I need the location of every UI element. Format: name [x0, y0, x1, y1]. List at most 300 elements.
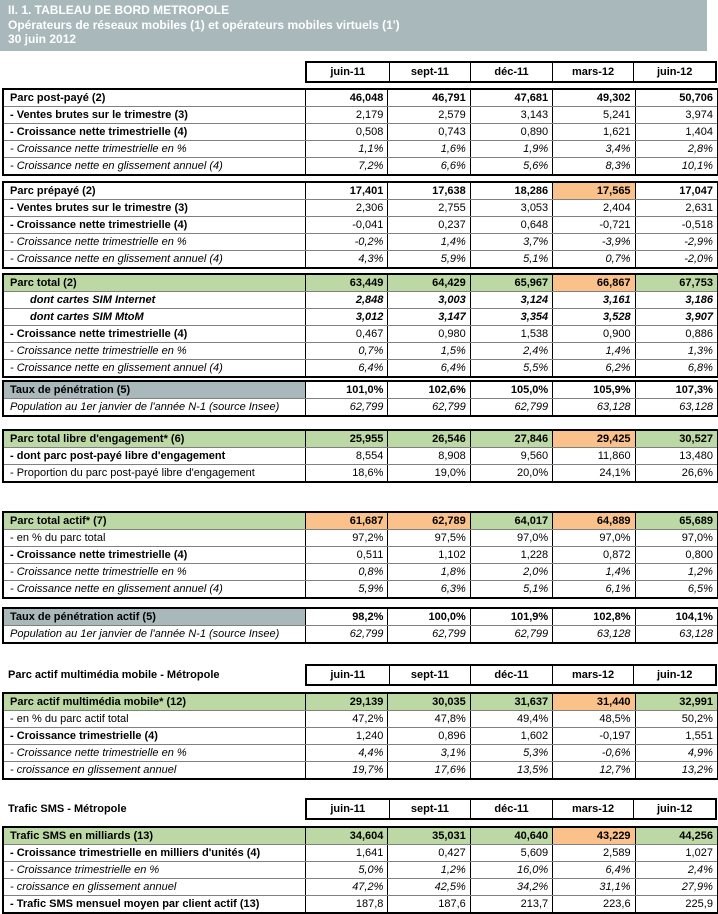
value-cell: 1,3% — [635, 343, 717, 359]
value-cell: 3,147 — [387, 309, 469, 325]
period-column-header: juin-11 — [330, 802, 366, 815]
value-cell: 3,003 — [387, 292, 469, 308]
value-cell: 3,974 — [635, 107, 717, 123]
value-cell: 64,889 — [552, 513, 634, 529]
value-cell: 1,602 — [470, 728, 552, 744]
value-cell: 27,9% — [635, 879, 717, 895]
table-parc-actif-multimedia — [2, 692, 718, 780]
value-cell: 0,237 — [387, 217, 469, 233]
period-column-header: juin-11 — [330, 668, 366, 681]
value-cell: -2,0% — [635, 251, 717, 267]
period-column-header: juin-12 — [633, 800, 715, 818]
value-cell: 1,5% — [387, 343, 469, 359]
value-cell: 2,404 — [552, 200, 634, 216]
table-row — [4, 325, 717, 342]
value-cell: 102,6% — [387, 382, 469, 398]
value-cell: 62,799 — [305, 399, 387, 415]
value-cell: 2,179 — [305, 107, 387, 123]
value-cell: 6,6% — [387, 158, 469, 174]
value-cell: 26,6% — [635, 465, 717, 481]
row-label: - Croissance trimestrielle (4) — [10, 729, 158, 742]
value-cell: -0,518 — [635, 217, 717, 233]
value-cell: 62,789 — [387, 513, 469, 529]
table-row — [4, 625, 717, 642]
value-cell: 4,9% — [635, 745, 717, 761]
value-cell: 63,128 — [552, 399, 634, 415]
value-cell: 10,1% — [635, 158, 717, 174]
value-cell: 20,0% — [470, 465, 552, 481]
table-row — [4, 291, 717, 308]
value-cell: 97,0% — [470, 530, 552, 546]
value-cell: 213,7 — [470, 896, 552, 912]
period-column-header: déc-11 — [470, 800, 552, 818]
value-cell: 65,689 — [635, 513, 717, 529]
row-label: - Croissance trimestrielle en milliers d'unités (4) — [10, 846, 261, 859]
table-row — [4, 398, 717, 415]
value-cell: 46,048 — [305, 90, 387, 106]
value-cell: 8,554 — [305, 448, 387, 464]
value-cell: 97,0% — [552, 530, 634, 546]
value-cell: -0,721 — [552, 217, 634, 233]
table-row — [4, 157, 717, 174]
value-cell: 97,2% — [305, 530, 387, 546]
value-cell: 225,9 — [635, 896, 717, 912]
value-cell: 11,860 — [552, 448, 634, 464]
value-cell: 1,6% — [387, 141, 469, 157]
value-cell: 2,8% — [635, 141, 717, 157]
row-label: dont cartes SIM MtoM — [30, 310, 144, 323]
value-cell: 1,4% — [552, 564, 634, 580]
value-cell: 4,3% — [305, 251, 387, 267]
value-cell: 62,799 — [387, 626, 469, 642]
value-cell: 105,0% — [470, 382, 552, 398]
value-cell: 3,1% — [387, 745, 469, 761]
value-cell: -0,041 — [305, 217, 387, 233]
value-cell: 0,648 — [470, 217, 552, 233]
period-column-header: déc-11 — [470, 63, 552, 81]
value-cell: 0,896 — [387, 728, 469, 744]
table-row — [4, 106, 717, 123]
row-label: Population au 1er janvier de l'année N-1 (source Insee) — [10, 627, 280, 640]
period-column-header: mars-12 — [552, 63, 634, 81]
value-cell: 0,427 — [387, 845, 469, 861]
value-cell: 47,681 — [470, 90, 552, 106]
table-row — [4, 382, 717, 398]
row-label: - Croissance nette trimestrielle (4) — [10, 218, 188, 231]
value-cell: 8,3% — [552, 158, 634, 174]
table-parc-post-paye — [2, 88, 718, 176]
value-cell: 61,687 — [305, 513, 387, 529]
value-cell: 26,546 — [387, 431, 469, 447]
value-cell: 12,7% — [552, 762, 634, 778]
table-row — [4, 233, 717, 250]
value-cell: 50,2% — [635, 711, 717, 727]
table-row — [4, 878, 717, 895]
value-cell: 1,4% — [552, 343, 634, 359]
value-cell: 2,755 — [387, 200, 469, 216]
table-row — [4, 513, 717, 529]
value-cell: 5,609 — [470, 845, 552, 861]
value-cell: 30,035 — [387, 694, 469, 710]
value-cell: 24,1% — [552, 465, 634, 481]
value-cell: 1,551 — [635, 728, 717, 744]
table-row — [4, 609, 717, 625]
value-cell: 5,1% — [470, 251, 552, 267]
value-cell: 1,641 — [305, 845, 387, 861]
value-cell: 4,4% — [305, 745, 387, 761]
value-cell: 6,4% — [305, 360, 387, 376]
period-column-header: mars-12 — [552, 666, 634, 684]
value-cell: 0,7% — [305, 343, 387, 359]
row-label: - Croissance nette trimestrielle (4) — [10, 327, 188, 340]
value-cell: 101,0% — [305, 382, 387, 398]
row-label: dont cartes SIM Internet — [30, 293, 156, 306]
value-cell: 46,791 — [387, 90, 469, 106]
value-cell: 3,143 — [470, 107, 552, 123]
value-cell: 2,4% — [635, 862, 717, 878]
value-cell: 0,980 — [387, 326, 469, 342]
row-label: - croissance en glissement annuel — [10, 763, 177, 776]
period-column-header: sept-11 — [389, 63, 471, 81]
value-cell: -0,6% — [552, 745, 634, 761]
value-cell: 5,9% — [305, 581, 387, 597]
value-cell: 2,631 — [635, 200, 717, 216]
period-header-strip — [305, 664, 717, 686]
value-cell: 2,306 — [305, 200, 387, 216]
value-cell: 42,5% — [387, 879, 469, 895]
table-taux-penetration-actif — [2, 607, 718, 644]
value-cell: -3,9% — [552, 234, 634, 250]
row-label: - croissance en glissement annuel — [10, 880, 177, 893]
period-column-header: juin-12 — [633, 666, 715, 684]
value-cell: 62,799 — [305, 626, 387, 642]
table-row — [4, 580, 717, 597]
value-cell: 3,186 — [635, 292, 717, 308]
value-cell: 1,621 — [552, 124, 634, 140]
value-cell: 35,031 — [387, 828, 469, 844]
value-cell: 104,1% — [635, 609, 717, 625]
value-cell: 5,1% — [470, 581, 552, 597]
table-parc-total — [2, 273, 718, 378]
table-row — [4, 447, 717, 464]
value-cell: 17,401 — [305, 183, 387, 199]
value-cell: 47,2% — [305, 879, 387, 895]
table-row — [4, 342, 717, 359]
value-cell: 47,8% — [387, 711, 469, 727]
value-cell: 64,429 — [387, 275, 469, 291]
value-cell: 3,012 — [305, 309, 387, 325]
row-label: Trafic SMS en milliards (13) — [4, 828, 305, 844]
multimedia-section-title: Parc actif multimédia mobile - Métropole — [8, 668, 220, 681]
value-cell: 18,6% — [305, 465, 387, 481]
value-cell: 16,0% — [470, 862, 552, 878]
value-cell: 63,449 — [305, 275, 387, 291]
value-cell: 50,706 — [635, 90, 717, 106]
row-label: Parc actif multimédia mobile* (12) — [4, 694, 305, 710]
row-label: Taux de pénétration actif (5) — [4, 609, 305, 625]
period-header-strip — [305, 798, 717, 820]
row-label: - dont parc post-payé libre d'engagement — [10, 449, 226, 462]
value-cell: 2,4% — [470, 343, 552, 359]
value-cell: 6,3% — [387, 581, 469, 597]
value-cell: 5,0% — [305, 862, 387, 878]
value-cell: 2,848 — [305, 292, 387, 308]
value-cell: 100,0% — [387, 609, 469, 625]
table-row — [4, 727, 717, 744]
value-cell: 187,8 — [305, 896, 387, 912]
value-cell: 18,286 — [470, 183, 552, 199]
table-row — [4, 844, 717, 861]
value-cell: 67,753 — [635, 275, 717, 291]
row-label: Population au 1er janvier de l'année N-1 (source Insee) — [10, 400, 280, 413]
row-label: - Ventes brutes sur le trimestre (3) — [10, 108, 188, 121]
row-label: - Croissance nette trimestrielle (4) — [10, 548, 188, 561]
period-column-header: juin-12 — [633, 63, 715, 81]
row-label: - Croissance nette en glissement annuel (4) — [10, 582, 223, 595]
sms-section-title: Trafic SMS - Métropole — [8, 802, 127, 815]
value-cell: 63,128 — [635, 626, 717, 642]
row-label: Taux de pénétration (5) — [4, 382, 305, 398]
value-cell: 49,4% — [470, 711, 552, 727]
row-label: - Proportion du parc post-payé libre d'engagement — [10, 466, 255, 479]
table-row — [4, 563, 717, 580]
value-cell: 97,0% — [635, 530, 717, 546]
value-cell: 3,354 — [470, 309, 552, 325]
value-cell: 2,0% — [470, 564, 552, 580]
multimedia-section-header — [2, 664, 718, 686]
row-label: - Croissance nette trimestrielle en % — [10, 235, 187, 248]
value-cell: 1,2% — [635, 564, 717, 580]
value-cell: 223,6 — [552, 896, 634, 912]
row-label: Parc prépayé (2) — [10, 184, 96, 197]
table-row — [4, 694, 717, 710]
value-cell: 43,229 — [552, 828, 634, 844]
value-cell: 17,565 — [552, 183, 634, 199]
value-cell: 29,139 — [305, 694, 387, 710]
value-cell: 98,2% — [305, 609, 387, 625]
row-label: - en % du parc actif total — [10, 712, 129, 725]
value-cell: 3,7% — [470, 234, 552, 250]
value-cell: 27,846 — [470, 431, 552, 447]
value-cell: 5,6% — [470, 158, 552, 174]
table-row — [4, 199, 717, 216]
table-row — [4, 308, 717, 325]
banner-subtitle: Opérateurs de réseaux mobiles (1) et opérateurs mobiles virtuels (1') — [8, 17, 400, 32]
value-cell: 97,5% — [387, 530, 469, 546]
value-cell: 0,743 — [387, 124, 469, 140]
value-cell: 2,579 — [387, 107, 469, 123]
value-cell: 32,991 — [635, 694, 717, 710]
value-cell: 187,6 — [387, 896, 469, 912]
value-cell: 1,102 — [387, 547, 469, 563]
row-label: - Croissance nette trimestrielle en % — [10, 565, 187, 578]
value-cell: 107,3% — [635, 382, 717, 398]
value-cell: 0,900 — [552, 326, 634, 342]
value-cell: 1,1% — [305, 141, 387, 157]
value-cell: 62,799 — [470, 626, 552, 642]
value-cell: -2,9% — [635, 234, 717, 250]
value-cell: 5,3% — [470, 745, 552, 761]
value-cell: 34,2% — [470, 879, 552, 895]
table-taux-penetration — [2, 380, 718, 417]
table-row — [4, 761, 717, 778]
value-cell: 5,241 — [552, 107, 634, 123]
value-cell: 1,538 — [470, 326, 552, 342]
row-label: - Croissance nette en glissement annuel (4) — [10, 159, 223, 172]
value-cell: 3,528 — [552, 309, 634, 325]
table-row — [4, 216, 717, 233]
row-label: - Croissance nette en glissement annuel (4) — [10, 361, 223, 374]
table-row — [4, 861, 717, 878]
table-row — [4, 744, 717, 761]
value-cell: 6,4% — [387, 360, 469, 376]
period-column-header: juin-11 — [330, 65, 366, 78]
period-column-header: déc-11 — [470, 666, 552, 684]
value-cell: 34,604 — [305, 828, 387, 844]
table-row — [4, 275, 717, 291]
value-cell: 6,8% — [635, 360, 717, 376]
value-cell: 9,560 — [470, 448, 552, 464]
value-cell: 19,7% — [305, 762, 387, 778]
value-cell: 101,9% — [470, 609, 552, 625]
value-cell: 17,6% — [387, 762, 469, 778]
value-cell: 25,955 — [305, 431, 387, 447]
period-column-header: sept-11 — [389, 666, 471, 684]
table-row — [4, 250, 717, 267]
period-header-strip — [305, 61, 717, 83]
table-row — [4, 895, 717, 912]
value-cell: 0,886 — [635, 326, 717, 342]
row-label: - Croissance nette trimestrielle (4) — [10, 125, 188, 138]
value-cell: 13,5% — [470, 762, 552, 778]
value-cell: 0,508 — [305, 124, 387, 140]
table-row — [4, 140, 717, 157]
value-cell: 62,799 — [470, 399, 552, 415]
value-cell: 48,5% — [552, 711, 634, 727]
row-label: - Ventes brutes sur le trimestre (3) — [10, 201, 188, 214]
value-cell: 1,027 — [635, 845, 717, 861]
value-cell: 105,9% — [552, 382, 634, 398]
value-cell: -0,197 — [552, 728, 634, 744]
row-label: - Croissance nette trimestrielle en % — [10, 344, 187, 357]
value-cell: 66,867 — [552, 275, 634, 291]
row-label: - Trafic SMS mensuel moyen par client actif (13) — [10, 897, 260, 910]
value-cell: 63,128 — [635, 399, 717, 415]
value-cell: 5,9% — [387, 251, 469, 267]
value-cell: 1,404 — [635, 124, 717, 140]
value-cell: 102,8% — [552, 609, 634, 625]
table-parc-prepaye — [2, 181, 718, 269]
row-label: Parc total actif* (7) — [4, 513, 305, 529]
row-label: - Croissance trimestrielle en % — [10, 863, 160, 876]
value-cell: 6,2% — [552, 360, 634, 376]
value-cell: 31,1% — [552, 879, 634, 895]
value-cell: 47,2% — [305, 711, 387, 727]
table-row — [4, 90, 717, 106]
value-cell: 30,527 — [635, 431, 717, 447]
value-cell: 0,467 — [305, 326, 387, 342]
row-label: Parc total (2) — [4, 275, 305, 291]
value-cell: 31,637 — [470, 694, 552, 710]
table-trafic-sms — [2, 826, 718, 914]
value-cell: 13,480 — [635, 448, 717, 464]
row-label: - en % du parc total — [10, 531, 106, 544]
table-row — [4, 464, 717, 481]
banner-date: 30 juin 2012 — [8, 32, 77, 46]
value-cell: 1,240 — [305, 728, 387, 744]
value-cell: 40,640 — [470, 828, 552, 844]
value-cell: 0,7% — [552, 251, 634, 267]
value-cell: 6,4% — [552, 862, 634, 878]
value-cell: 49,302 — [552, 90, 634, 106]
value-cell: 1,2% — [387, 862, 469, 878]
value-cell: 44,256 — [635, 828, 717, 844]
value-cell: -0,2% — [305, 234, 387, 250]
value-cell: 3,4% — [552, 141, 634, 157]
value-cell: 6,5% — [635, 581, 717, 597]
banner-title: II. 1. TABLEAU DE BORD METROPOLE — [8, 3, 230, 17]
value-cell: 65,967 — [470, 275, 552, 291]
period-column-header: mars-12 — [552, 800, 634, 818]
sms-section-header — [2, 798, 718, 820]
value-cell: 0,890 — [470, 124, 552, 140]
value-cell: 1,228 — [470, 547, 552, 563]
value-cell: 3,053 — [470, 200, 552, 216]
period-column-header: sept-11 — [389, 800, 471, 818]
value-cell: 0,872 — [552, 547, 634, 563]
value-cell: 1,8% — [387, 564, 469, 580]
value-cell: 62,799 — [387, 399, 469, 415]
value-cell: 31,440 — [552, 694, 634, 710]
value-cell: 7,2% — [305, 158, 387, 174]
value-cell: 17,638 — [387, 183, 469, 199]
table-row — [4, 123, 717, 140]
value-cell: 8,908 — [387, 448, 469, 464]
value-cell: 6,1% — [552, 581, 634, 597]
table-row — [4, 431, 717, 447]
table-parc-total-actif — [2, 511, 718, 599]
table-row — [4, 710, 717, 727]
row-label: Parc total libre d'engagement* (6) — [4, 431, 305, 447]
value-cell: 1,9% — [470, 141, 552, 157]
table-row — [4, 546, 717, 563]
value-cell: 13,2% — [635, 762, 717, 778]
value-cell: 0,8% — [305, 564, 387, 580]
value-cell: 1,4% — [387, 234, 469, 250]
table-row — [4, 183, 717, 199]
table-parc-libre-engagement — [2, 429, 718, 483]
table-row — [4, 828, 717, 844]
value-cell: 2,589 — [552, 845, 634, 861]
value-cell: 3,161 — [552, 292, 634, 308]
row-label: Parc post-payé (2) — [10, 91, 106, 104]
table-row — [4, 529, 717, 546]
table-row — [4, 359, 717, 376]
value-cell: 17,047 — [635, 183, 717, 199]
row-label: - Croissance nette trimestrielle en % — [10, 746, 187, 759]
value-cell: 0,511 — [305, 547, 387, 563]
value-cell: 3,907 — [635, 309, 717, 325]
value-cell: 3,124 — [470, 292, 552, 308]
value-cell: 19,0% — [387, 465, 469, 481]
value-cell: 63,128 — [552, 626, 634, 642]
value-cell: 29,425 — [552, 431, 634, 447]
value-cell: 64,017 — [470, 513, 552, 529]
row-label: - Croissance nette trimestrielle en % — [10, 142, 187, 155]
value-cell: 5,5% — [470, 360, 552, 376]
row-label: - Croissance nette en glissement annuel (4) — [10, 252, 223, 265]
value-cell: 0,800 — [635, 547, 717, 563]
